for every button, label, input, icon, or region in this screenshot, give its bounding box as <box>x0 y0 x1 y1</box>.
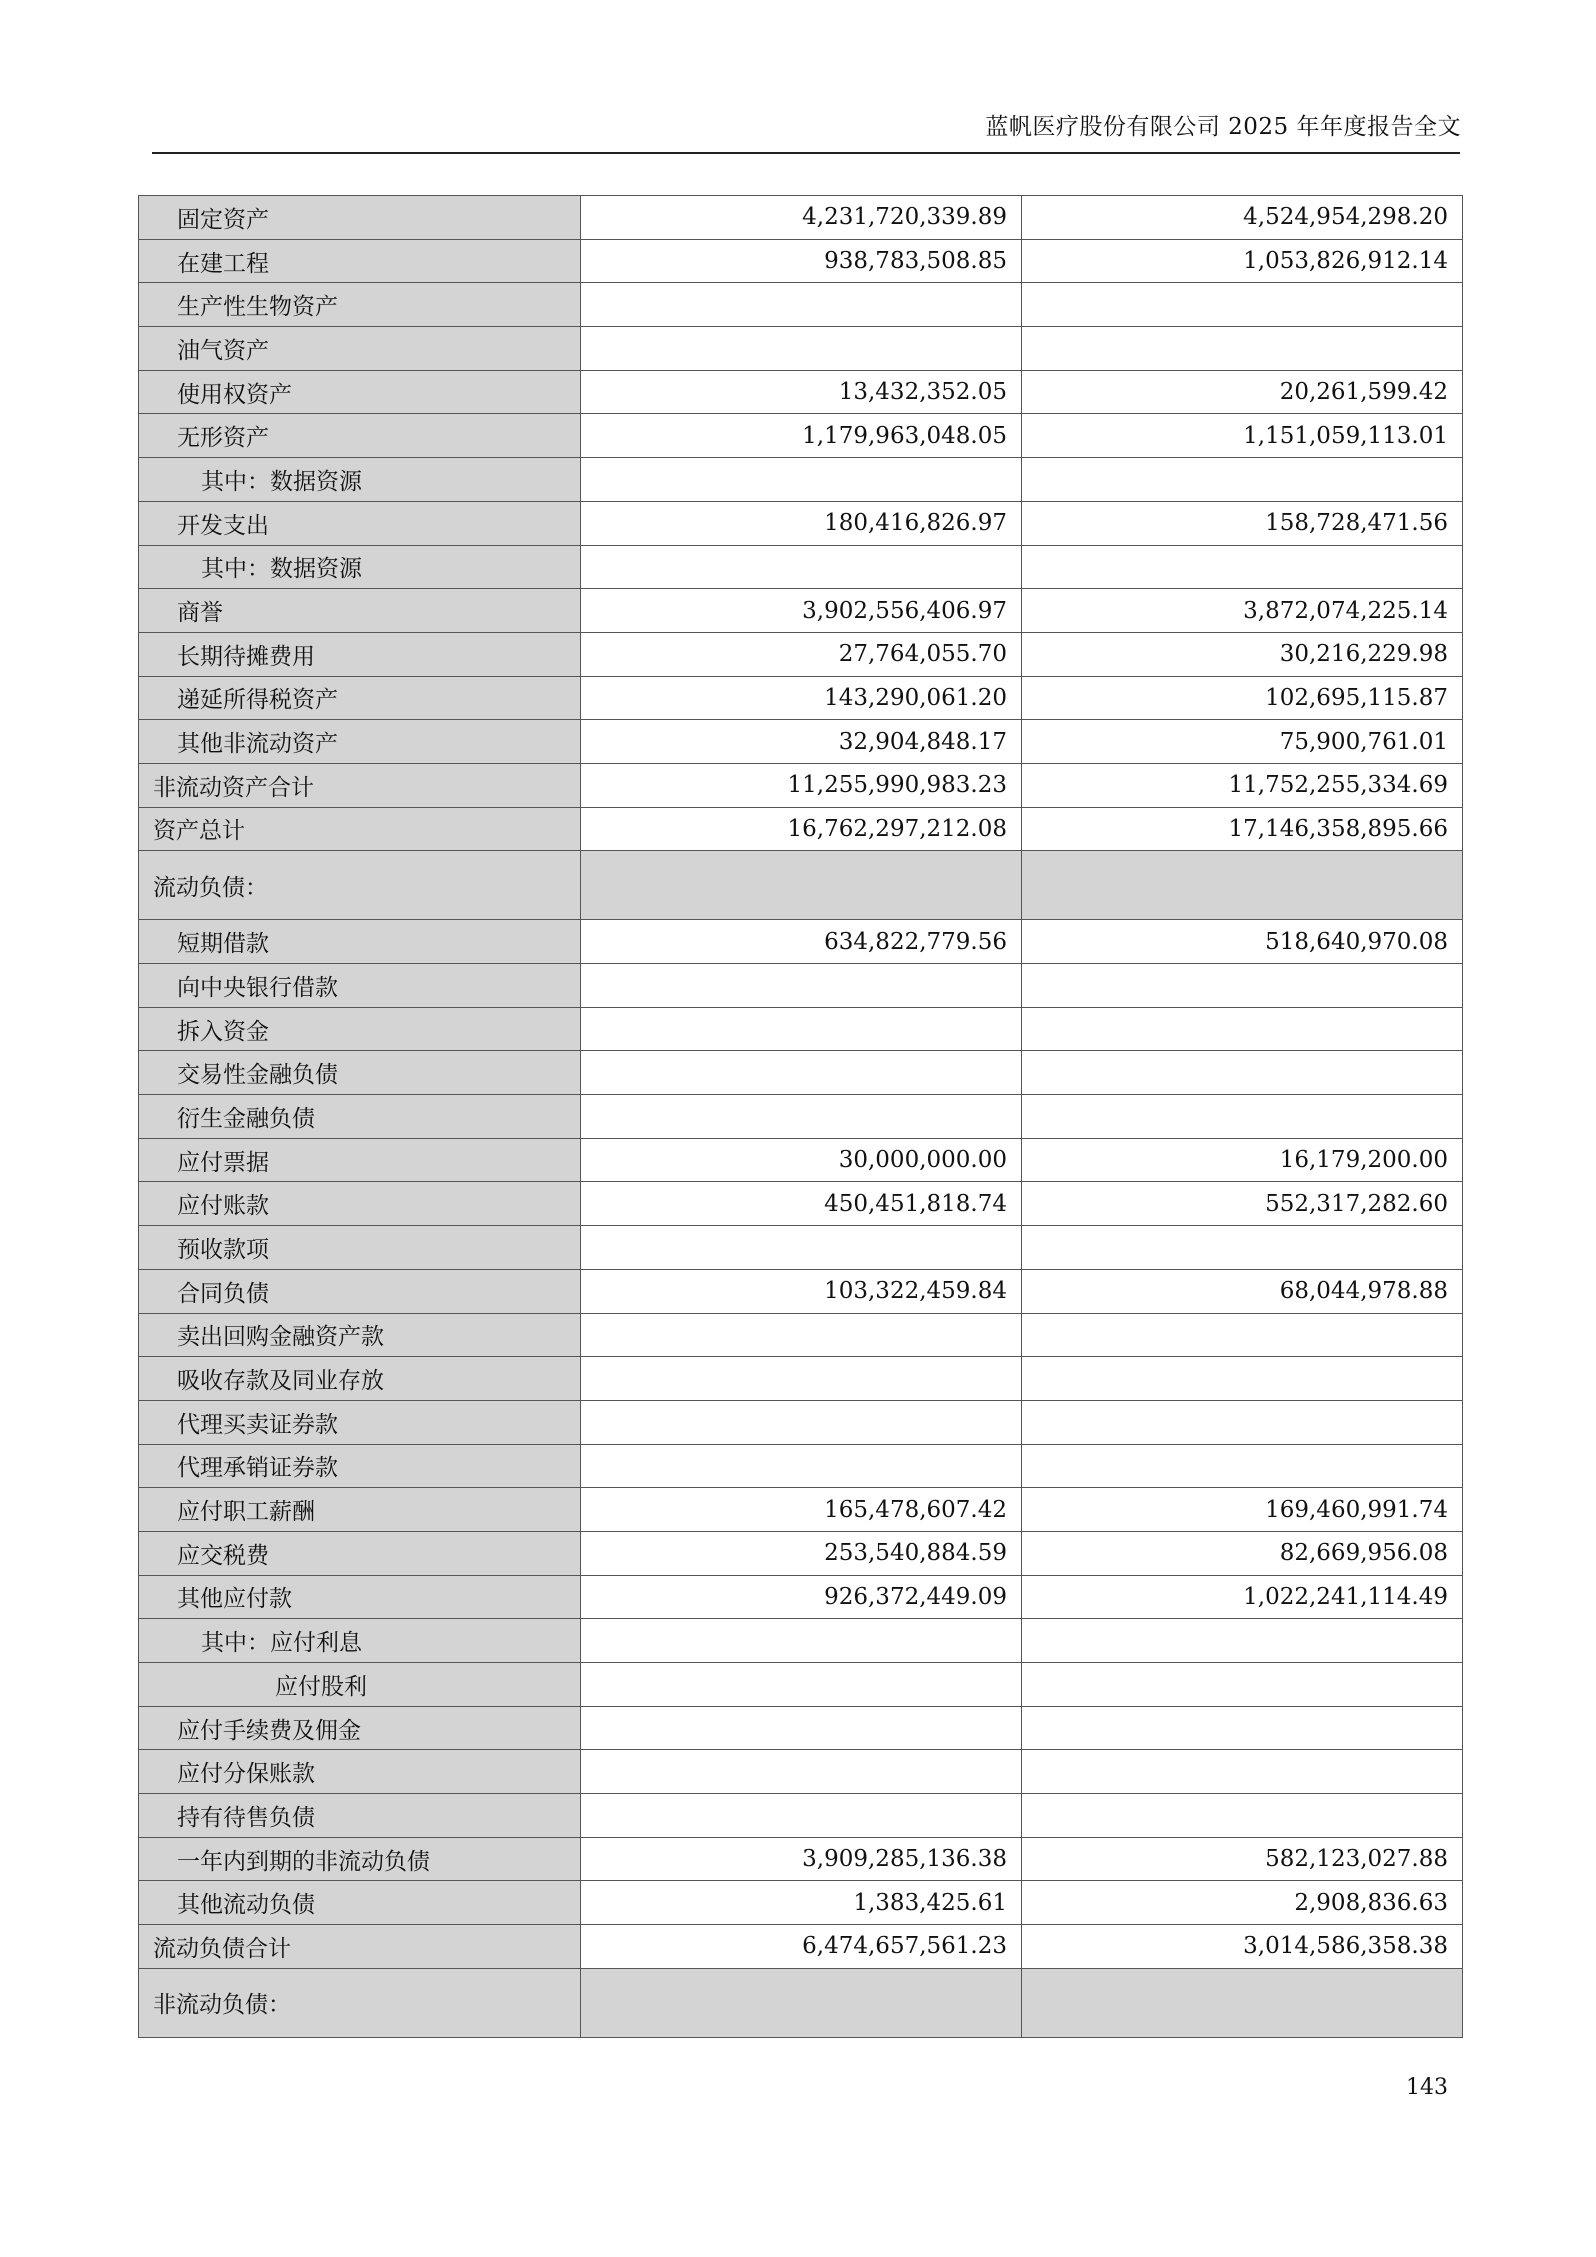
prior-period-value <box>1022 1619 1463 1663</box>
current-period-value: 27,764,055.70 <box>581 632 1022 676</box>
table-row <box>139 1575 1463 1619</box>
table-row <box>139 720 1463 764</box>
header-rule <box>152 152 1460 154</box>
current-period-value <box>581 1444 1022 1488</box>
prior-period-value: 75,900,761.01 <box>1022 720 1463 764</box>
prior-period-value: 1,053,826,912.14 <box>1022 239 1463 283</box>
table-row <box>139 1138 1463 1182</box>
row-label: 其中：数据资源 <box>139 458 581 502</box>
table-row <box>139 632 1463 676</box>
table-row <box>139 763 1463 807</box>
table-row <box>139 1488 1463 1532</box>
table-row <box>139 239 1463 283</box>
table-row <box>139 1182 1463 1226</box>
prior-period-value <box>1022 964 1463 1008</box>
table-row <box>139 1619 1463 1663</box>
current-period-value <box>581 1313 1022 1357</box>
current-period-value: 32,904,848.17 <box>581 720 1022 764</box>
current-period-value <box>581 1007 1022 1051</box>
prior-period-value <box>1022 1663 1463 1707</box>
page-header: 蓝帆医疗股份有限公司 2025 年年度报告全文 <box>985 114 1461 140</box>
row-label: 吸收存款及同业存放 <box>139 1357 581 1401</box>
table-row <box>139 1706 1463 1750</box>
prior-period-value <box>1022 1444 1463 1488</box>
table-row <box>139 1444 1463 1488</box>
current-period-value: 6,474,657,561.23 <box>581 1925 1022 1969</box>
row-label: 拆入资金 <box>139 1007 581 1051</box>
prior-period-value: 82,669,956.08 <box>1022 1531 1463 1575</box>
table-row <box>139 964 1463 1008</box>
prior-period-value <box>1022 1750 1463 1794</box>
prior-period-value: 552,317,282.60 <box>1022 1182 1463 1226</box>
current-period-value: 634,822,779.56 <box>581 920 1022 964</box>
row-label: 使用权资产 <box>139 370 581 414</box>
prior-period-value <box>1022 1794 1463 1838</box>
prior-period-value: 16,179,200.00 <box>1022 1138 1463 1182</box>
table-row <box>139 1837 1463 1881</box>
prior-period-value: 518,640,970.08 <box>1022 920 1463 964</box>
row-label: 持有待售负债 <box>139 1794 581 1838</box>
current-period-value <box>581 1750 1022 1794</box>
prior-period-value: 1,022,241,114.49 <box>1022 1575 1463 1619</box>
row-label: 商誉 <box>139 589 581 633</box>
current-period-value <box>581 1226 1022 1270</box>
current-period-value: 143,290,061.20 <box>581 676 1022 720</box>
table-row <box>139 370 1463 414</box>
current-period-value <box>581 1051 1022 1095</box>
row-label: 递延所得税资产 <box>139 676 581 720</box>
current-period-value: 1,179,963,048.05 <box>581 414 1022 458</box>
prior-period-value: 169,460,991.74 <box>1022 1488 1463 1532</box>
row-label: 流动负债： <box>139 851 581 920</box>
table-row <box>139 414 1463 458</box>
prior-period-value: 2,908,836.63 <box>1022 1881 1463 1925</box>
current-period-value <box>581 964 1022 1008</box>
current-period-value: 1,383,425.61 <box>581 1881 1022 1925</box>
row-label: 无形资产 <box>139 414 581 458</box>
table-row <box>139 589 1463 633</box>
row-label: 非流动资产合计 <box>139 763 581 807</box>
row-label: 应付票据 <box>139 1138 581 1182</box>
current-period-value: 30,000,000.00 <box>581 1138 1022 1182</box>
row-label: 衍生金融负债 <box>139 1095 581 1139</box>
prior-period-value: 20,261,599.42 <box>1022 370 1463 414</box>
prior-period-value <box>1022 283 1463 327</box>
table-row <box>139 851 1463 920</box>
current-period-value: 938,783,508.85 <box>581 239 1022 283</box>
current-period-value: 3,902,556,406.97 <box>581 589 1022 633</box>
row-label: 向中央银行借款 <box>139 964 581 1008</box>
table-row <box>139 1750 1463 1794</box>
row-label: 代理买卖证券款 <box>139 1400 581 1444</box>
table-row <box>139 283 1463 327</box>
row-label: 其他应付款 <box>139 1575 581 1619</box>
current-period-value <box>581 327 1022 371</box>
current-period-value: 16,762,297,212.08 <box>581 807 1022 851</box>
prior-period-value: 582,123,027.88 <box>1022 1837 1463 1881</box>
prior-period-value: 102,695,115.87 <box>1022 676 1463 720</box>
current-period-value <box>581 1968 1022 2037</box>
prior-period-value <box>1022 1226 1463 1270</box>
current-period-value: 165,478,607.42 <box>581 1488 1022 1532</box>
row-label: 在建工程 <box>139 239 581 283</box>
prior-period-value: 30,216,229.98 <box>1022 632 1463 676</box>
current-period-value: 3,909,285,136.38 <box>581 1837 1022 1881</box>
prior-period-value: 1,151,059,113.01 <box>1022 414 1463 458</box>
prior-period-value: 3,014,586,358.38 <box>1022 1925 1463 1969</box>
row-label: 预收款项 <box>139 1226 581 1270</box>
table-row <box>139 1794 1463 1838</box>
prior-period-value: 158,728,471.56 <box>1022 501 1463 545</box>
current-period-value: 4,231,720,339.89 <box>581 196 1022 240</box>
table-row <box>139 920 1463 964</box>
prior-period-value <box>1022 1357 1463 1401</box>
prior-period-value <box>1022 1051 1463 1095</box>
row-label: 应付分保账款 <box>139 1750 581 1794</box>
row-label: 短期借款 <box>139 920 581 964</box>
current-period-value <box>581 1706 1022 1750</box>
table-row <box>139 1663 1463 1707</box>
current-period-value <box>581 283 1022 327</box>
table-row <box>139 807 1463 851</box>
prior-period-value <box>1022 1313 1463 1357</box>
row-label: 油气资产 <box>139 327 581 371</box>
row-label: 其他非流动资产 <box>139 720 581 764</box>
row-label: 应付职工薪酬 <box>139 1488 581 1532</box>
table-row <box>139 676 1463 720</box>
prior-period-value <box>1022 327 1463 371</box>
row-label: 合同负债 <box>139 1269 581 1313</box>
table-row <box>139 1968 1463 2037</box>
row-label: 固定资产 <box>139 196 581 240</box>
current-period-value <box>581 545 1022 589</box>
table-row <box>139 1269 1463 1313</box>
prior-period-value <box>1022 1007 1463 1051</box>
current-period-value: 926,372,449.09 <box>581 1575 1022 1619</box>
current-period-value <box>581 458 1022 502</box>
current-period-value <box>581 1794 1022 1838</box>
row-label: 其他流动负债 <box>139 1881 581 1925</box>
table-row <box>139 1400 1463 1444</box>
current-period-value: 103,322,459.84 <box>581 1269 1022 1313</box>
prior-period-value: 68,044,978.88 <box>1022 1269 1463 1313</box>
prior-period-value <box>1022 1968 1463 2037</box>
row-label: 应交税费 <box>139 1531 581 1575</box>
current-period-value <box>581 1619 1022 1663</box>
page-number: 143 <box>1406 2075 1448 2100</box>
row-label: 生产性生物资产 <box>139 283 581 327</box>
balance-sheet-table <box>138 195 1463 2038</box>
prior-period-value <box>1022 545 1463 589</box>
balance-sheet-body <box>139 196 1463 2038</box>
current-period-value: 180,416,826.97 <box>581 501 1022 545</box>
table-row <box>139 1925 1463 1969</box>
row-label: 开发支出 <box>139 501 581 545</box>
prior-period-value: 4,524,954,298.20 <box>1022 196 1463 240</box>
table-row <box>139 1095 1463 1139</box>
row-label: 应付账款 <box>139 1182 581 1226</box>
row-label: 卖出回购金融资产款 <box>139 1313 581 1357</box>
table-row <box>139 1881 1463 1925</box>
row-label: 其中：数据资源 <box>139 545 581 589</box>
prior-period-value <box>1022 1095 1463 1139</box>
row-label: 长期待摊费用 <box>139 632 581 676</box>
current-period-value: 253,540,884.59 <box>581 1531 1022 1575</box>
table-row <box>139 1531 1463 1575</box>
table-row <box>139 1357 1463 1401</box>
prior-period-value: 11,752,255,334.69 <box>1022 763 1463 807</box>
table-row <box>139 1007 1463 1051</box>
current-period-value <box>581 1095 1022 1139</box>
table-row <box>139 196 1463 240</box>
current-period-value <box>581 1400 1022 1444</box>
prior-period-value <box>1022 851 1463 920</box>
prior-period-value <box>1022 458 1463 502</box>
prior-period-value: 17,146,358,895.66 <box>1022 807 1463 851</box>
row-label: 其中：应付利息 <box>139 1619 581 1663</box>
current-period-value <box>581 851 1022 920</box>
row-label: 应付手续费及佣金 <box>139 1706 581 1750</box>
table-row <box>139 501 1463 545</box>
current-period-value <box>581 1357 1022 1401</box>
table-row <box>139 458 1463 502</box>
current-period-value: 450,451,818.74 <box>581 1182 1022 1226</box>
table-row <box>139 1226 1463 1270</box>
table-row <box>139 545 1463 589</box>
row-label: 非流动负债： <box>139 1968 581 2037</box>
current-period-value: 13,432,352.05 <box>581 370 1022 414</box>
prior-period-value <box>1022 1400 1463 1444</box>
row-label: 代理承销证券款 <box>139 1444 581 1488</box>
table-row <box>139 1313 1463 1357</box>
row-label: 交易性金融负债 <box>139 1051 581 1095</box>
current-period-value <box>581 1663 1022 1707</box>
current-period-value: 11,255,990,983.23 <box>581 763 1022 807</box>
row-label: 一年内到期的非流动负债 <box>139 1837 581 1881</box>
table-row <box>139 327 1463 371</box>
row-label: 资产总计 <box>139 807 581 851</box>
prior-period-value <box>1022 1706 1463 1750</box>
prior-period-value: 3,872,074,225.14 <box>1022 589 1463 633</box>
row-label: 应付股利 <box>139 1663 581 1707</box>
table-row <box>139 1051 1463 1095</box>
row-label: 流动负债合计 <box>139 1925 581 1969</box>
